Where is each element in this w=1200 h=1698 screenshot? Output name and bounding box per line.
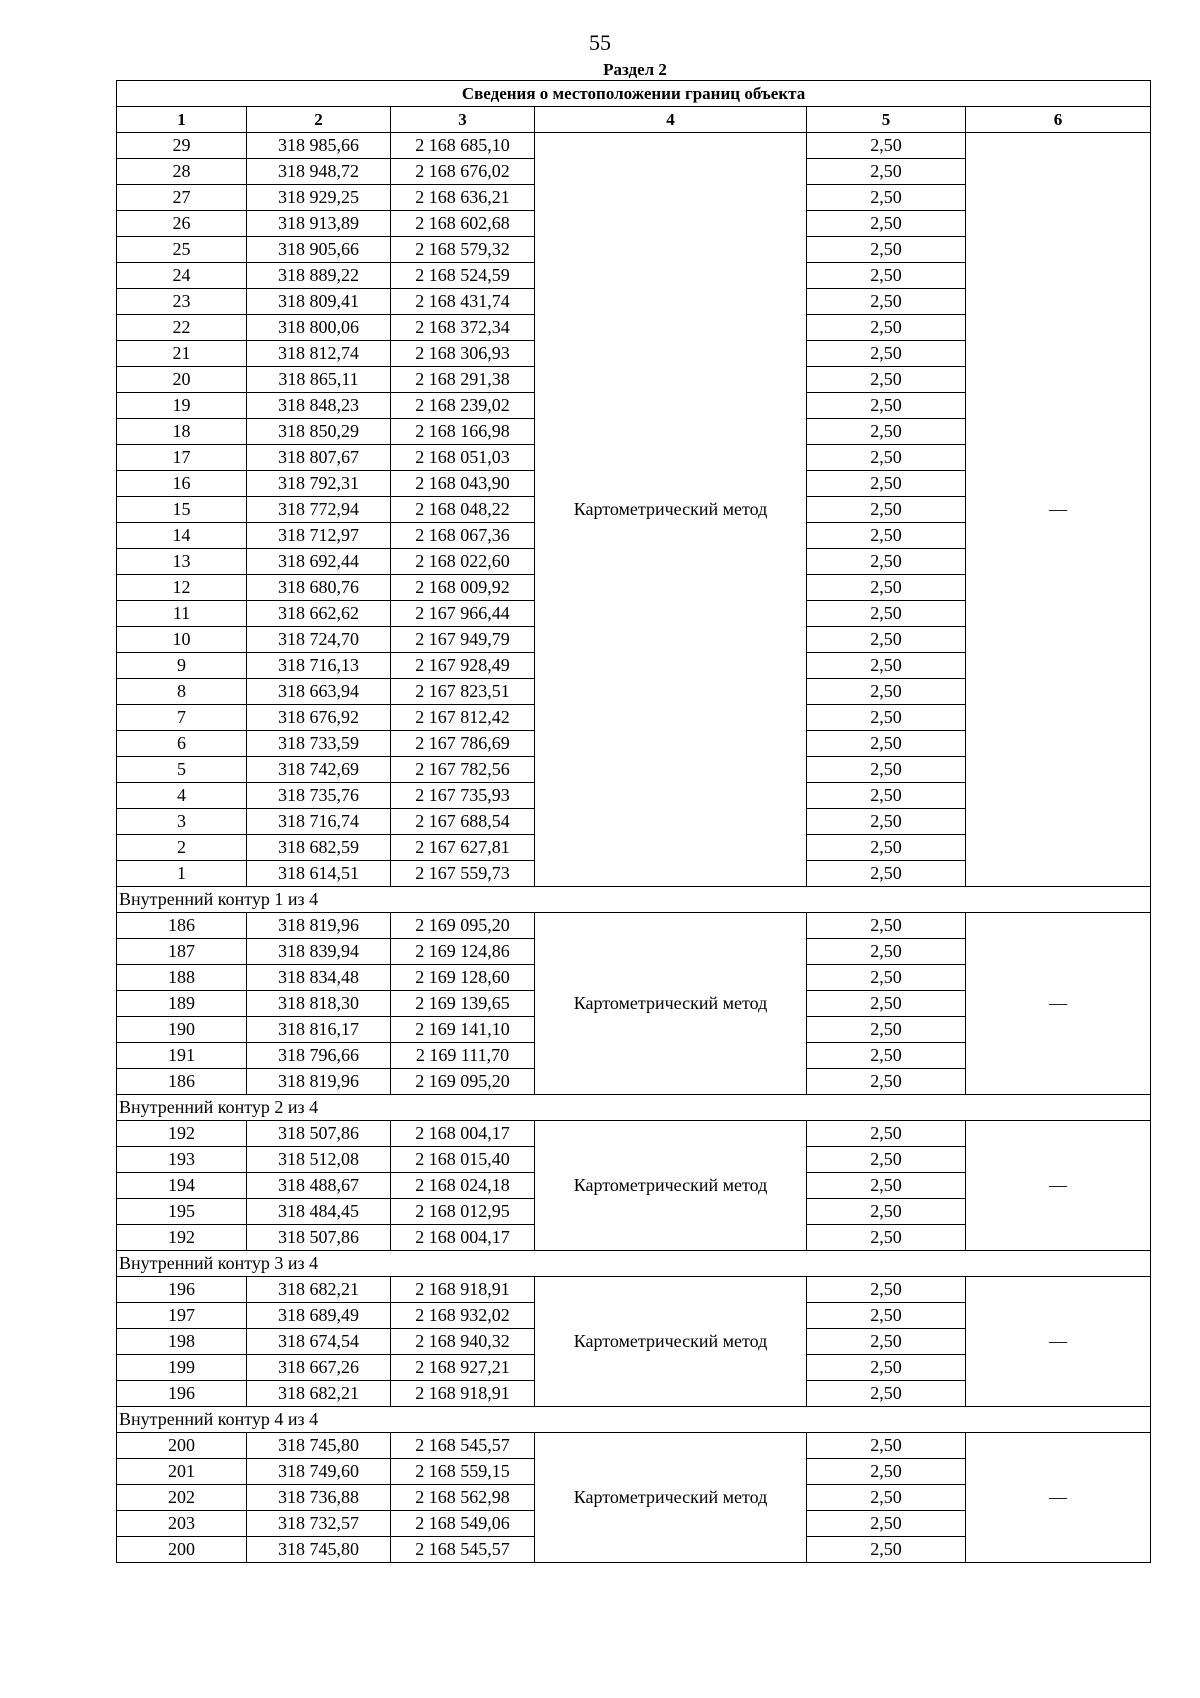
accuracy-value: 2,50	[807, 497, 966, 523]
x-coordinate: 318 800,06	[247, 315, 391, 341]
column-header: 5	[807, 107, 966, 133]
point-number: 194	[117, 1173, 247, 1199]
y-coordinate: 2 167 688,54	[391, 809, 535, 835]
x-coordinate: 318 819,96	[247, 913, 391, 939]
y-coordinate: 2 167 786,69	[391, 731, 535, 757]
x-coordinate: 318 716,74	[247, 809, 391, 835]
x-coordinate: 318 736,88	[247, 1485, 391, 1511]
y-coordinate: 2 168 043,90	[391, 471, 535, 497]
y-coordinate: 2 168 940,32	[391, 1329, 535, 1355]
contour-title-row	[117, 1251, 1151, 1277]
y-coordinate: 2 168 067,36	[391, 523, 535, 549]
x-coordinate: 318 488,67	[247, 1173, 391, 1199]
y-coordinate: 2 168 602,68	[391, 211, 535, 237]
x-coordinate: 318 818,30	[247, 991, 391, 1017]
x-coordinate: 318 819,96	[247, 1069, 391, 1095]
y-coordinate: 2 167 928,49	[391, 653, 535, 679]
point-number: 17	[117, 445, 247, 471]
x-coordinate: 318 792,31	[247, 471, 391, 497]
x-coordinate: 318 850,29	[247, 419, 391, 445]
x-coordinate: 318 733,59	[247, 731, 391, 757]
accuracy-value: 2,50	[807, 783, 966, 809]
accuracy-value: 2,50	[807, 1225, 966, 1251]
accuracy-value: 2,50	[807, 705, 966, 731]
x-coordinate: 318 812,74	[247, 341, 391, 367]
accuracy-value: 2,50	[807, 419, 966, 445]
accuracy-value: 2,50	[807, 341, 966, 367]
accuracy-value: 2,50	[807, 1147, 966, 1173]
y-coordinate: 2 168 239,02	[391, 393, 535, 419]
accuracy-value: 2,50	[807, 835, 966, 861]
point-number: 21	[117, 341, 247, 367]
accuracy-value: 2,50	[807, 237, 966, 263]
table-body	[117, 81, 1151, 1563]
table-caption-row	[117, 81, 1151, 107]
y-coordinate: 2 169 124,86	[391, 939, 535, 965]
y-coordinate: 2 168 004,17	[391, 1121, 535, 1147]
determination-method: Картометрический метод	[535, 133, 807, 887]
accuracy-value: 2,50	[807, 653, 966, 679]
accuracy-value: 2,50	[807, 1433, 966, 1459]
x-coordinate: 318 985,66	[247, 133, 391, 159]
accuracy-value: 2,50	[807, 185, 966, 211]
x-coordinate: 318 913,89	[247, 211, 391, 237]
y-coordinate: 2 167 966,44	[391, 601, 535, 627]
x-coordinate: 318 865,11	[247, 367, 391, 393]
x-coordinate: 318 682,21	[247, 1277, 391, 1303]
x-coordinate: 318 809,41	[247, 289, 391, 315]
x-coordinate: 318 929,25	[247, 185, 391, 211]
accuracy-value: 2,50	[807, 133, 966, 159]
y-coordinate: 2 169 139,65	[391, 991, 535, 1017]
point-number: 199	[117, 1355, 247, 1381]
y-coordinate: 2 169 141,10	[391, 1017, 535, 1043]
x-coordinate: 318 676,92	[247, 705, 391, 731]
point-number: 3	[117, 809, 247, 835]
accuracy-value: 2,50	[807, 601, 966, 627]
point-number: 19	[117, 393, 247, 419]
point-number: 197	[117, 1303, 247, 1329]
point-number: 191	[117, 1043, 247, 1069]
point-number: 201	[117, 1459, 247, 1485]
column-header: 1	[117, 107, 247, 133]
y-coordinate: 2 168 918,91	[391, 1277, 535, 1303]
x-coordinate: 318 745,80	[247, 1433, 391, 1459]
table-row	[117, 1277, 1151, 1303]
y-coordinate: 2 168 549,06	[391, 1511, 535, 1537]
y-coordinate: 2 168 012,95	[391, 1199, 535, 1225]
accuracy-value: 2,50	[807, 1459, 966, 1485]
accuracy-value: 2,50	[807, 1537, 966, 1563]
y-coordinate: 2 169 128,60	[391, 965, 535, 991]
x-coordinate: 318 839,94	[247, 939, 391, 965]
table-row	[117, 913, 1151, 939]
point-number: 196	[117, 1381, 247, 1407]
accuracy-value: 2,50	[807, 263, 966, 289]
point-number: 10	[117, 627, 247, 653]
point-number: 203	[117, 1511, 247, 1537]
contour-title: Внутренний контур 1 из 4	[117, 887, 1151, 913]
accuracy-value: 2,50	[807, 367, 966, 393]
description-dash: —	[966, 1277, 1151, 1407]
table-row	[117, 1121, 1151, 1147]
y-coordinate: 2 168 676,02	[391, 159, 535, 185]
column-header: 3	[391, 107, 535, 133]
x-coordinate: 318 682,59	[247, 835, 391, 861]
point-number: 13	[117, 549, 247, 575]
column-header: 2	[247, 107, 391, 133]
point-number: 200	[117, 1433, 247, 1459]
table-row	[117, 133, 1151, 159]
accuracy-value: 2,50	[807, 315, 966, 341]
x-coordinate: 318 484,45	[247, 1199, 391, 1225]
y-coordinate: 2 168 579,32	[391, 237, 535, 263]
x-coordinate: 318 724,70	[247, 627, 391, 653]
accuracy-value: 2,50	[807, 1303, 966, 1329]
y-coordinate: 2 168 004,17	[391, 1225, 535, 1251]
point-number: 25	[117, 237, 247, 263]
y-coordinate: 2 169 111,70	[391, 1043, 535, 1069]
accuracy-value: 2,50	[807, 1355, 966, 1381]
accuracy-value: 2,50	[807, 1381, 966, 1407]
point-number: 5	[117, 757, 247, 783]
y-coordinate: 2 167 949,79	[391, 627, 535, 653]
x-coordinate: 318 834,48	[247, 965, 391, 991]
x-coordinate: 318 689,49	[247, 1303, 391, 1329]
x-coordinate: 318 682,21	[247, 1381, 391, 1407]
y-coordinate: 2 168 932,02	[391, 1303, 535, 1329]
contour-title-row	[117, 887, 1151, 913]
y-coordinate: 2 168 524,59	[391, 263, 535, 289]
point-number: 189	[117, 991, 247, 1017]
accuracy-value: 2,50	[807, 731, 966, 757]
y-coordinate: 2 168 024,18	[391, 1173, 535, 1199]
y-coordinate: 2 168 545,57	[391, 1433, 535, 1459]
y-coordinate: 2 167 812,42	[391, 705, 535, 731]
x-coordinate: 318 735,76	[247, 783, 391, 809]
x-coordinate: 318 772,94	[247, 497, 391, 523]
point-number: 8	[117, 679, 247, 705]
accuracy-value: 2,50	[807, 913, 966, 939]
point-number: 1	[117, 861, 247, 887]
point-number: 195	[117, 1199, 247, 1225]
point-number: 24	[117, 263, 247, 289]
y-coordinate: 2 168 927,21	[391, 1355, 535, 1381]
point-number: 26	[117, 211, 247, 237]
x-coordinate: 318 848,23	[247, 393, 391, 419]
point-number: 28	[117, 159, 247, 185]
contour-title: Внутренний контур 2 из 4	[117, 1095, 1151, 1121]
accuracy-value: 2,50	[807, 1277, 966, 1303]
accuracy-value: 2,50	[807, 575, 966, 601]
table-row	[117, 1433, 1151, 1459]
column-header: 4	[535, 107, 807, 133]
accuracy-value: 2,50	[807, 1043, 966, 1069]
y-coordinate: 2 168 372,34	[391, 315, 535, 341]
y-coordinate: 2 167 782,56	[391, 757, 535, 783]
y-coordinate: 2 168 009,92	[391, 575, 535, 601]
point-number: 6	[117, 731, 247, 757]
accuracy-value: 2,50	[807, 939, 966, 965]
point-number: 192	[117, 1121, 247, 1147]
accuracy-value: 2,50	[807, 159, 966, 185]
point-number: 193	[117, 1147, 247, 1173]
point-number: 12	[117, 575, 247, 601]
x-coordinate: 318 663,94	[247, 679, 391, 705]
x-coordinate: 318 507,86	[247, 1121, 391, 1147]
point-number: 192	[117, 1225, 247, 1251]
determination-method: Картометрический метод	[535, 913, 807, 1095]
column-header: 6	[966, 107, 1151, 133]
point-number: 202	[117, 1485, 247, 1511]
point-number: 18	[117, 419, 247, 445]
accuracy-value: 2,50	[807, 679, 966, 705]
point-number: 9	[117, 653, 247, 679]
description-dash: —	[966, 913, 1151, 1095]
point-number: 198	[117, 1329, 247, 1355]
accuracy-value: 2,50	[807, 627, 966, 653]
accuracy-value: 2,50	[807, 1511, 966, 1537]
y-coordinate: 2 167 559,73	[391, 861, 535, 887]
x-coordinate: 318 889,22	[247, 263, 391, 289]
x-coordinate: 318 512,08	[247, 1147, 391, 1173]
y-coordinate: 2 168 636,21	[391, 185, 535, 211]
accuracy-value: 2,50	[807, 549, 966, 575]
point-number: 2	[117, 835, 247, 861]
y-coordinate: 2 168 431,74	[391, 289, 535, 315]
point-number: 27	[117, 185, 247, 211]
point-number: 16	[117, 471, 247, 497]
x-coordinate: 318 712,97	[247, 523, 391, 549]
point-number: 7	[117, 705, 247, 731]
x-coordinate: 318 680,76	[247, 575, 391, 601]
x-coordinate: 318 745,80	[247, 1537, 391, 1563]
y-coordinate: 2 167 627,81	[391, 835, 535, 861]
x-coordinate: 318 692,44	[247, 549, 391, 575]
accuracy-value: 2,50	[807, 991, 966, 1017]
y-coordinate: 2 168 166,98	[391, 419, 535, 445]
contour-title-row	[117, 1095, 1151, 1121]
point-number: 186	[117, 1069, 247, 1095]
accuracy-value: 2,50	[807, 1485, 966, 1511]
y-coordinate: 2 168 291,38	[391, 367, 535, 393]
accuracy-value: 2,50	[807, 757, 966, 783]
point-number: 29	[117, 133, 247, 159]
accuracy-value: 2,50	[807, 809, 966, 835]
x-coordinate: 318 507,86	[247, 1225, 391, 1251]
determination-method: Картометрический метод	[535, 1433, 807, 1563]
y-coordinate: 2 168 015,40	[391, 1147, 535, 1173]
boundary-coordinates-table	[116, 80, 1151, 1563]
table-caption: Сведения о местоположении границ объекта	[117, 81, 1151, 107]
accuracy-value: 2,50	[807, 445, 966, 471]
y-coordinate: 2 168 685,10	[391, 133, 535, 159]
x-coordinate: 318 662,62	[247, 601, 391, 627]
point-number: 15	[117, 497, 247, 523]
y-coordinate: 2 168 545,57	[391, 1537, 535, 1563]
x-coordinate: 318 807,67	[247, 445, 391, 471]
y-coordinate: 2 168 051,03	[391, 445, 535, 471]
y-coordinate: 2 168 559,15	[391, 1459, 535, 1485]
x-coordinate: 318 614,51	[247, 861, 391, 887]
accuracy-value: 2,50	[807, 393, 966, 419]
x-coordinate: 318 948,72	[247, 159, 391, 185]
point-number: 14	[117, 523, 247, 549]
point-number: 188	[117, 965, 247, 991]
description-dash: —	[966, 1433, 1151, 1563]
contour-title: Внутренний контур 4 из 4	[117, 1407, 1151, 1433]
y-coordinate: 2 167 735,93	[391, 783, 535, 809]
accuracy-value: 2,50	[807, 471, 966, 497]
y-coordinate: 2 169 095,20	[391, 913, 535, 939]
contour-title: Внутренний контур 3 из 4	[117, 1251, 1151, 1277]
x-coordinate: 318 742,69	[247, 757, 391, 783]
x-coordinate: 318 732,57	[247, 1511, 391, 1537]
point-number: 4	[117, 783, 247, 809]
y-coordinate: 2 168 048,22	[391, 497, 535, 523]
x-coordinate: 318 667,26	[247, 1355, 391, 1381]
x-coordinate: 318 749,60	[247, 1459, 391, 1485]
page-number: 55	[589, 30, 611, 55]
accuracy-value: 2,50	[807, 1017, 966, 1043]
x-coordinate: 318 796,66	[247, 1043, 391, 1069]
point-number: 11	[117, 601, 247, 627]
x-coordinate: 318 674,54	[247, 1329, 391, 1355]
point-number: 22	[117, 315, 247, 341]
description-dash: —	[966, 1121, 1151, 1251]
y-coordinate: 2 169 095,20	[391, 1069, 535, 1095]
accuracy-value: 2,50	[807, 1069, 966, 1095]
point-number: 190	[117, 1017, 247, 1043]
y-coordinate: 2 168 918,91	[391, 1381, 535, 1407]
point-number: 186	[117, 913, 247, 939]
point-number: 20	[117, 367, 247, 393]
determination-method: Картометрический метод	[535, 1121, 807, 1251]
accuracy-value: 2,50	[807, 1199, 966, 1225]
x-coordinate: 318 816,17	[247, 1017, 391, 1043]
accuracy-value: 2,50	[807, 211, 966, 237]
point-number: 196	[117, 1277, 247, 1303]
x-coordinate: 318 905,66	[247, 237, 391, 263]
section-title: Раздел 2	[603, 60, 667, 79]
accuracy-value: 2,50	[807, 861, 966, 887]
accuracy-value: 2,50	[807, 1329, 966, 1355]
accuracy-value: 2,50	[807, 1173, 966, 1199]
point-number: 200	[117, 1537, 247, 1563]
column-header-row	[117, 107, 1151, 133]
y-coordinate: 2 168 022,60	[391, 549, 535, 575]
point-number: 187	[117, 939, 247, 965]
determination-method: Картометрический метод	[535, 1277, 807, 1407]
contour-title-row	[117, 1407, 1151, 1433]
accuracy-value: 2,50	[807, 1121, 966, 1147]
y-coordinate: 2 168 562,98	[391, 1485, 535, 1511]
description-dash: —	[966, 133, 1151, 887]
accuracy-value: 2,50	[807, 289, 966, 315]
accuracy-value: 2,50	[807, 965, 966, 991]
y-coordinate: 2 168 306,93	[391, 341, 535, 367]
y-coordinate: 2 167 823,51	[391, 679, 535, 705]
x-coordinate: 318 716,13	[247, 653, 391, 679]
point-number: 23	[117, 289, 247, 315]
accuracy-value: 2,50	[807, 523, 966, 549]
